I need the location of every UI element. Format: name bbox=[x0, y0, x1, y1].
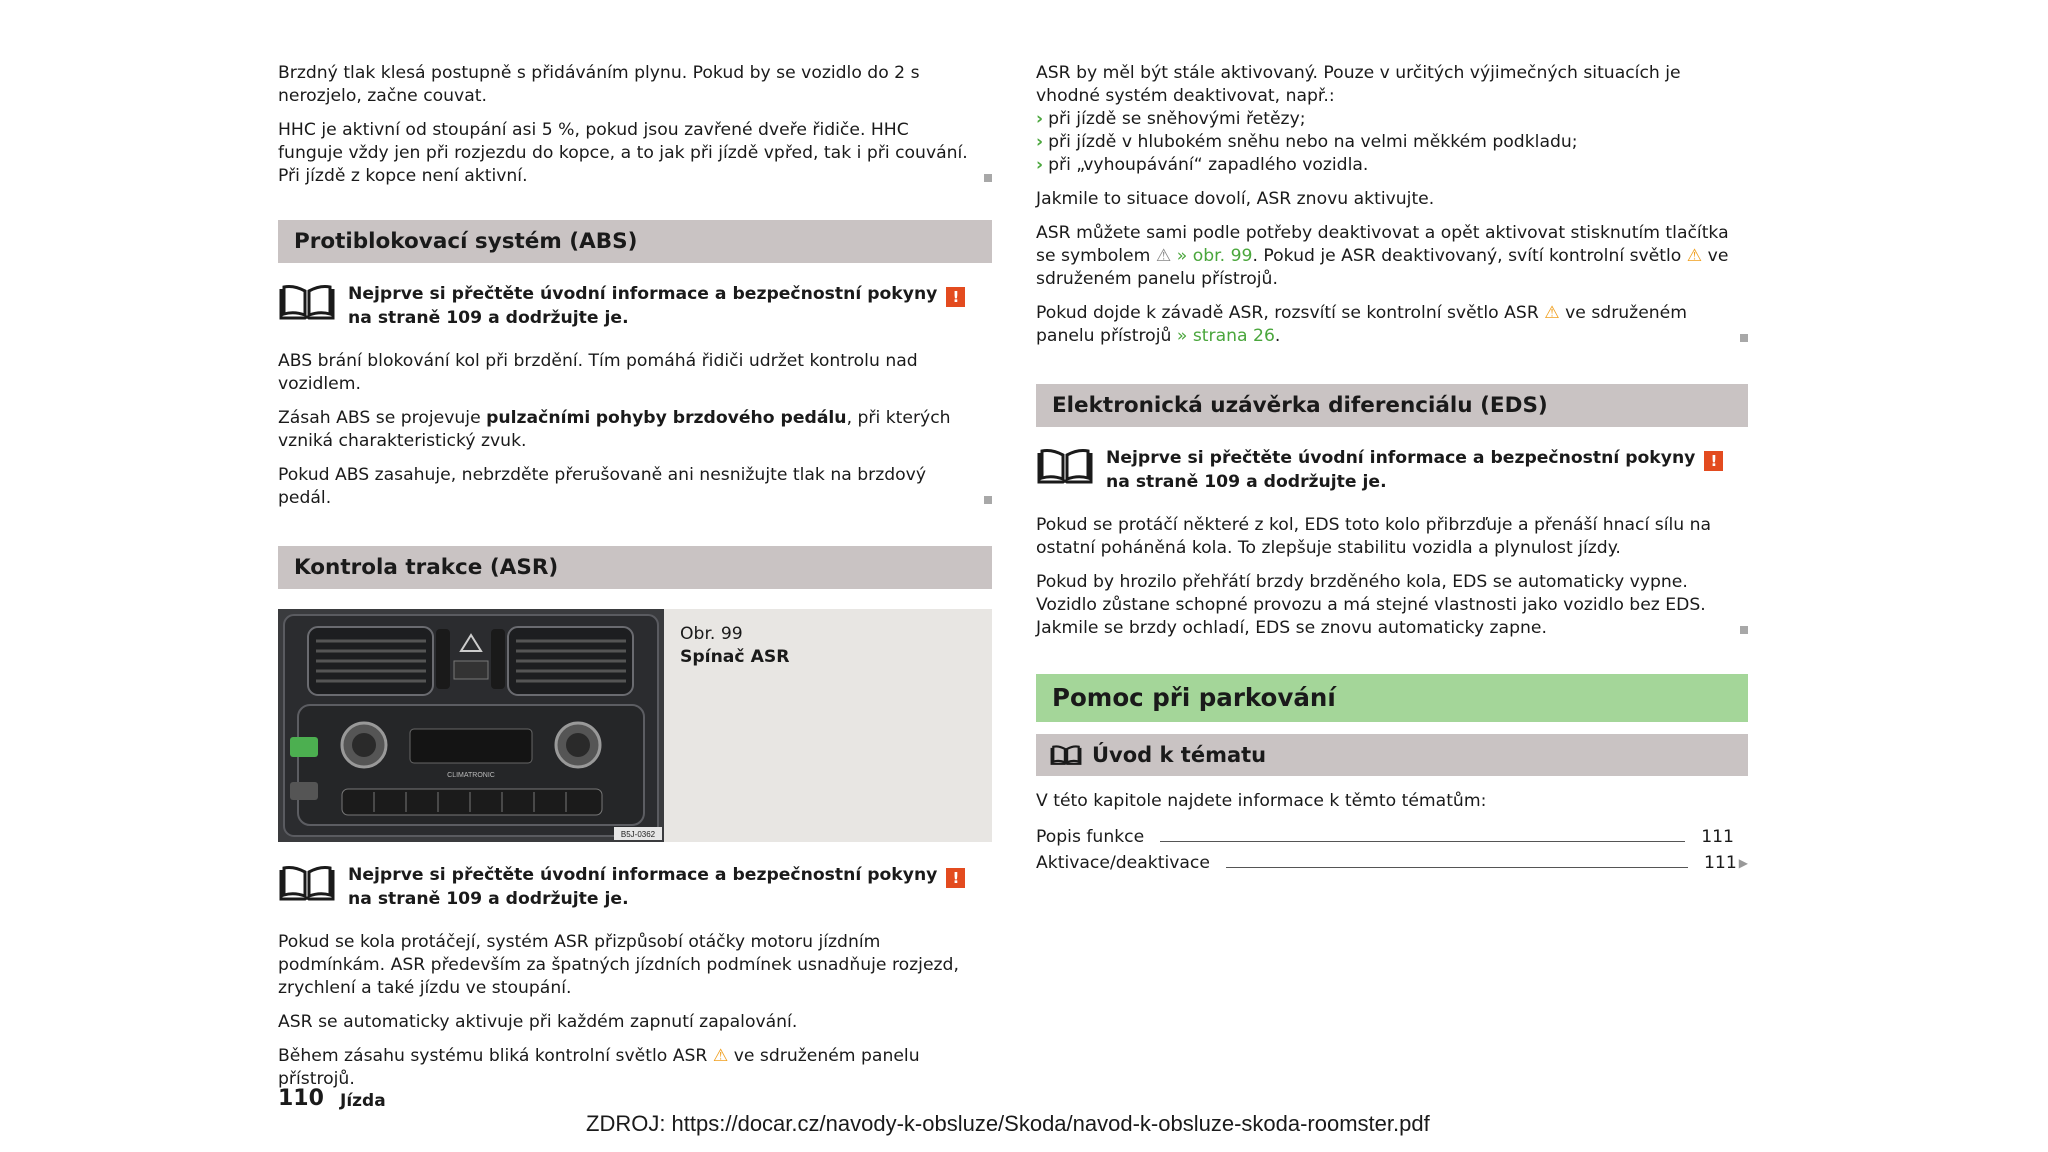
warning-icon: ! bbox=[1704, 451, 1723, 471]
intro-text: V této kapitole najdete informace k těmto tématům: bbox=[1036, 791, 1487, 811]
asr-paragraph-1: Pokud se kola protáčejí, systém ASR přizpůsobí otáčky motoru jízdním podmínkám. ASR především za špatných jízdních podmínek usnadňuje rozjezd, zrychlení a také jízdu ve stoupání. bbox=[278, 932, 959, 998]
abs-paragraph-3: Pokud ABS zasahuje, nebrzděte přerušovaně ani nesnižujte tlak na brzdový pedál. bbox=[278, 464, 992, 510]
asr-paragraph-2: ASR se automaticky aktivuje při každém zapnutí zapalování. bbox=[278, 1012, 798, 1032]
eds-section-header: Elektronická uzávěrka diferenciálu (EDS) bbox=[1036, 384, 1748, 427]
end-marker bbox=[1740, 626, 1748, 634]
intro-subheader: Úvod k tématu bbox=[1036, 734, 1748, 776]
left-column bbox=[278, 62, 992, 1102]
deactivate-paragraph: ASR můžete sami podle potřeby deaktivovat a opět aktivovat stisknutím tlačítka se symbolem ⚠ » obr. 99. Pokud je ASR deaktivovaný, svítí kontrolní světlo ⚠ ve sdruženém panelu přístrojů. bbox=[1036, 223, 1729, 289]
asr-switch-icon bbox=[290, 737, 318, 757]
page-link[interactable]: » strana 26 bbox=[1176, 326, 1275, 346]
safety-note-abs: Nejprve si přečtěte úvodní informace a bezpečnostní pokyny ! na straně 109 a dodržujte je. bbox=[278, 283, 992, 330]
source-caption: ZDROJ: https://docar.cz/navody-k-obsluze/Skoda/navod-k-obsluze-skoda-roomster.pdf bbox=[586, 1111, 1430, 1136]
section-name: Jízda bbox=[340, 1091, 386, 1111]
figure-caption bbox=[664, 609, 790, 842]
table-of-contents bbox=[1036, 824, 1748, 876]
list-item: › při „vyhoupávání“ zapadlého vozidla. bbox=[1036, 155, 1369, 175]
toc-item[interactable]: Popis funkce 111 bbox=[1036, 827, 1734, 847]
abs-paragraph-2: Zásah ABS se projevuje pulzačními pohyby brzdového pedálu, při kterých vzniká charakteristický zvuk. bbox=[278, 408, 951, 451]
asr-note-paragraph: ASR by měl být stále aktivovaný. Pouze v určitých výjimečných situacích je vhodné systém deaktivovat, např.: bbox=[1036, 63, 1681, 106]
eds-paragraph-2: Pokud by hrozilo přehřátí brzdy brzděného kola, EDS se automaticky vypne. Vozidlo zůstane schopné provozu a má stejné vlastnosti jako vozidlo bez EDS. Jakmile se brzdy ochladí, EDS se znovu automaticky zapne. bbox=[1036, 571, 1748, 640]
fault-paragraph: Pokud dojde k závadě ASR, rozsvítí se kontrolní světlo ASR ⚠ ve sdruženém panelu přístrojů » strana 26. bbox=[1036, 302, 1748, 348]
book-icon bbox=[278, 283, 336, 321]
asr-lamp-icon: ⚠ bbox=[1544, 303, 1560, 323]
figure-title: Spínač ASR bbox=[680, 647, 790, 667]
safety-note-eds: Nejprve si přečtěte úvodní informace a bezpečnostní pokyny ! na straně 109 a dodržujte je. bbox=[1036, 447, 1748, 494]
asr-switch-photo bbox=[278, 609, 664, 842]
warning-icon: ! bbox=[946, 868, 965, 888]
book-icon bbox=[278, 864, 336, 902]
continue-arrow-icon: ▶ bbox=[1738, 856, 1748, 870]
figure-asr-switch bbox=[278, 609, 992, 842]
reactivate-paragraph: Jakmile to situace dovolí, ASR znovu aktivujte. bbox=[1036, 189, 1435, 209]
list-item: › při jízdě v hlubokém sněhu nebo na velmi měkkém podkladu; bbox=[1036, 132, 1578, 152]
end-marker bbox=[1740, 334, 1748, 342]
book-icon bbox=[1050, 744, 1082, 766]
list-item: › při jízdě se sněhovými řetězy; bbox=[1036, 109, 1306, 129]
toc-item[interactable]: Aktivace/deaktivace 111 ▶ bbox=[1036, 850, 1748, 876]
safety-note-asr: Nejprve si přečtěte úvodní informace a bezpečnostní pokyny ! na straně 109 a dodržujte je. bbox=[278, 864, 992, 911]
end-marker bbox=[984, 496, 992, 504]
asr-switch-icon: ⚠ bbox=[1155, 246, 1172, 266]
right-column bbox=[1036, 62, 1748, 876]
intro-paragraph-1: Brzdný tlak klesá postupně s přidáváním plynu. Pokud by se vozidlo do 2 s nerozjelo, začne couvat. bbox=[278, 63, 920, 106]
svg-text:CLIMATRONIC: CLIMATRONIC bbox=[447, 772, 495, 779]
abs-section-header: Protiblokovací systém (ABS) bbox=[278, 220, 992, 263]
asr-section-header: Kontrola trakce (ASR) bbox=[278, 546, 992, 589]
figure-number: Obr. 99 bbox=[680, 624, 743, 644]
asr-paragraph-3: Během zásahu systému bliká kontrolní světlo ASR ⚠ ve sdruženém panelu přístrojů. bbox=[278, 1046, 920, 1089]
intro-paragraph-2: HHC je aktivní od stoupání asi 5 %, pokud jsou zavřené dveře řidiče. HHC funguje vždy jen při rozjezdu do kopce, a to jak při jízdě vpřed, tak i při couvání. Při jízdě z kopce není aktivní. bbox=[278, 119, 992, 188]
abs-paragraph-1: ABS brání blokování kol při brzdění. Tím pomáhá řidiči udržet kontrolu nad vozidlem. bbox=[278, 351, 918, 394]
svg-text:B5J-0362: B5J-0362 bbox=[620, 830, 656, 839]
parking-chapter-header: Pomoc při parkování bbox=[1036, 674, 1748, 722]
book-icon bbox=[1036, 447, 1094, 485]
asr-lamp-icon: ⚠ bbox=[712, 1046, 729, 1066]
warning-icon: ! bbox=[946, 287, 965, 307]
figure-link[interactable]: » obr. 99 bbox=[1176, 246, 1253, 266]
asr-lamp-icon: ⚠ bbox=[1686, 246, 1703, 266]
eds-paragraph-1: Pokud se protáčí některé z kol, EDS toto kolo přibrzďuje a přenáší hnací sílu na ostatní poháněná kola. To zlepšuje stabilitu vozidla a plynulost jízdy. bbox=[1036, 515, 1712, 558]
page-number: 110 bbox=[278, 1086, 324, 1111]
bullet-list bbox=[1036, 108, 1748, 177]
end-marker bbox=[984, 174, 992, 182]
